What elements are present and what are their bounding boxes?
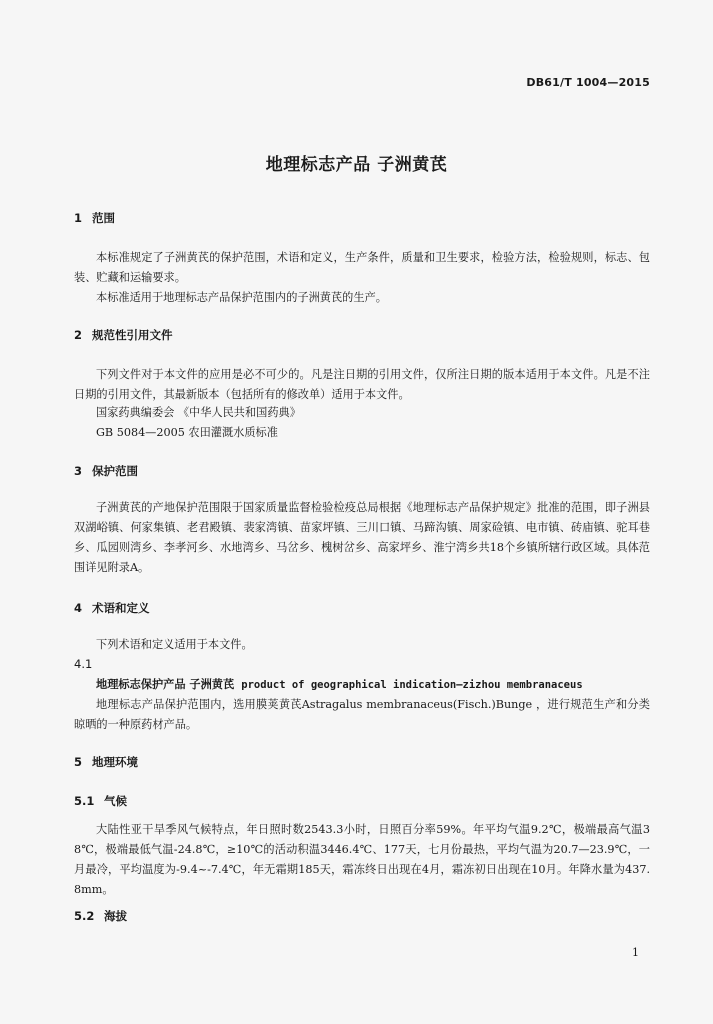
- subsection-number: 5.2: [74, 909, 95, 923]
- section-1-heading: [74, 210, 115, 226]
- reference-item: GB 5084—2005 农田灌溉水质标准: [96, 426, 278, 439]
- term-entry: [96, 675, 583, 695]
- standard-code: DB61/T 1004—2015: [526, 76, 650, 89]
- section-5-1-paragraph: 大陆性亚干旱季风气候特点，年日照时数2543.3小时，日照百分率59%。年平均气温9.2℃，极端最高气温38℃，极端最低气温-24.8℃，≥10℃的活动积温3446.4℃、177天，七月份最热，平均气温为20.7—23.9℃，一月最冷，平均温度为-9.4~-7.4℃，年无霜期185天，霜冻终日出现在4月，霜冻初日出现在10月。年降水量为437.8mm。: [74, 823, 650, 896]
- page-number: 1: [632, 946, 639, 959]
- section-number: 1: [74, 211, 83, 225]
- section-4-heading: [74, 600, 150, 616]
- section-number: 4: [74, 601, 83, 615]
- section-3-heading: [74, 463, 138, 479]
- reference-item: 国家药典编委会 《中华人民共和国药典》: [96, 406, 301, 419]
- subsection-number: 4.1: [74, 657, 93, 671]
- section-3-paragraph-1: 子洲黄芪的产地保护范围限于国家质量监督检验检疫总局根据《地理标志产品保护规定》批准的范围，即子洲县双湖峪镇、何家集镇、老君殿镇、裴家湾镇、苗家坪镇、三川口镇、马蹄沟镇、周家硷镇、电市镇、砖庙镇、驼耳巷乡、瓜园则湾乡、李孝河乡、水地湾乡、马岔乡、槐树岔乡、高家坪乡、淮宁湾乡共18个乡镇所辖行政区域。具体范围详见附录A。: [74, 501, 650, 574]
- term-english: product of geographical indication—zizhou membranaceus: [241, 679, 583, 691]
- section-5-heading: [74, 754, 138, 770]
- section-title: 范围: [92, 211, 115, 225]
- section-number: 3: [74, 464, 83, 478]
- section-number: 2: [74, 328, 83, 342]
- section-title: 保护范围: [92, 464, 138, 478]
- term-chinese: 地理标志保护产品 子洲黄芪: [96, 678, 235, 691]
- document-title: 地理标志产品 子洲黄芪: [265, 155, 448, 175]
- subsection-4-1-heading: [74, 657, 92, 671]
- section-title: 规范性引用文件: [92, 328, 173, 342]
- term-definition: 地理标志产品保护范围内，选用膜荚黄芪Astragalus membranaceus(Fisch.)Bunge ，进行规范生产和分类晾晒的一种原药材产品。: [74, 698, 650, 731]
- section-number: 5: [74, 755, 83, 769]
- subsection-number: 5.1: [74, 794, 95, 808]
- section-2-paragraph-1: 下列文件对于本文件的应用是必不可少的。凡是注日期的引用文件，仅所注日期的版本适用于本文件。凡是不注日期的引用文件，其最新版本（包括所有的修改单）适用于本文件。: [74, 368, 650, 401]
- section-1-paragraph-1: 本标准规定了子洲黄芪的保护范围，术语和定义，生产条件，质量和卫生要求，检验方法，检验规则，标志、包装、贮藏和运输要求。: [74, 251, 650, 284]
- subsection-title: 气候: [104, 794, 127, 808]
- subsection-5-1-heading: [74, 793, 127, 809]
- section-title: 地理环境: [92, 755, 138, 769]
- subsection-title: 海拔: [104, 909, 127, 923]
- section-4-paragraph-1: 下列术语和定义适用于本文件。: [96, 638, 253, 651]
- section-title: 术语和定义: [92, 601, 150, 615]
- section-1-paragraph-2: 本标准适用于地理标志产品保护范围内的子洲黄芪的生产。: [96, 291, 387, 304]
- section-2-heading: [74, 327, 173, 343]
- subsection-5-2-heading: [74, 908, 127, 924]
